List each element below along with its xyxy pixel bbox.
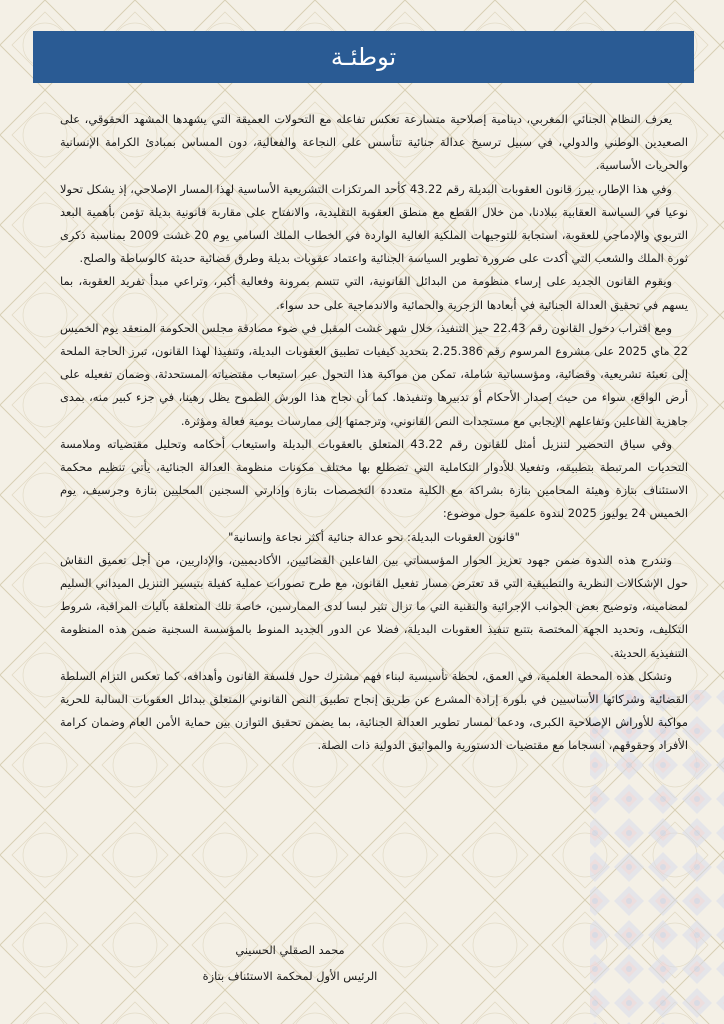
paragraph: ومع اقتراب دخول القانون رقم 22.43 حيز التنفيذ، خلال شهر غشت المقبل في ضوء مصادقة مجلس الحكومة المنعقد يوم الخميس 22 ماي 2025 على مشروع المرسوم رقم 2.25.386 بتحديد كيفيات تطبيق العقوبات البديلة، وتنفيذا لهذا القانون، تبرز الحاجة الملحة إلى تعبئة تشريعية، وقضائية، ومؤسساتية شاملة، تمكن من مواكبة هذا التحول عبر استيعاب مقتضياته المستحدثة، وضمان تفعيله على أرض الواقع، سواء من حيث إصدار الأحكام أو تدبيرها وتنفيذها. كما أن نجاح هذا الورش الطموح يظل رهينا، في جزء كبير منه، بمدى جاهزية الفاعلين وتفاعلهم الإيجابي مع مستجدات النص القانوني، وترجمتها إلى ممارسات يومية فعالة ومؤثرة. [60, 320, 688, 428]
signatory-role: الرئيس الأول لمحكمة الاستئناف بتازة [202, 969, 378, 983]
signatory-name: محمد الصقلي الحسيني [235, 943, 345, 957]
paragraph: وتندرج هذه الندوة ضمن جهود تعزيز الحوار المؤسساتي بين الفاعلين القضائيين، الأكاديميين، والإداريين، من أجل تعميق النقاش حول الإشكالات النظرية والتطبيقية التي قد تعترض مسار تفعيل القانون، مع طرح تصورات عملية كفيلة بتيسير التنزيل الميداني السليم لمضامينه، وتوضيح بعض الجوانب الإجرائية والتقنية التي ما تزال تثير لبسا لدى الممارسين، خاصة تلك المتعلقة بآليات المراقبة، شروط التكليف، وتحديد الجهة المختصة بتتبع تنفيذ العقوبات البديلة، فضلا عن الدور الجديد المنوط بالمؤسسة السجنية ضمن هذه المنظومة التنفيذية الحديثة. [60, 552, 688, 660]
header-bar [33, 31, 694, 83]
paragraph: ويقوم القانون الجديد على إرساء منظومة من البدائل القانونية، التي تتسم بمرونة وفعالية أكبر، وتراعي مبدأ تفريد العقوبة، بما يسهم في تحقيق العدالة الجنائية في أبعادها الزجرية والحمائية والاندماجية على حد سواء. [60, 274, 688, 312]
signature-block [140, 937, 440, 989]
paragraph: وتشكل هذه المحطة العلمية، في العمق، لحظة تأسيسية لبناء فهم مشترك حول فلسفة القانون وأهدافه، كما تعكس التزام السلطة القضائية وشركائها الأساسيين في بلورة إرادة المشرع عن طريق إنجاح تطبيق النص القانوني المتعلق ببدائل العقوبات السالبة للحرية مواكبة للأوراش الإصلاحية الكبرى، ودعما لمسار تطوير العدالة الجنائية، بما يضمن تحقيق التوازن بين حماية الأمن العام وضمان كرامة الأفراد وحقوقهم، انسجاما مع مقتضيات الدستورية والمواثيق الدولية ذات الصلة. [60, 668, 688, 753]
symposium-title-quote: "قانون العقوبات البديلة: نحو عدالة جنائية أكثر نجاعة وإنسانية" [228, 529, 520, 544]
document-body [60, 108, 688, 758]
paragraph: وفي هذا الإطار، يبرز قانون العقوبات البديلة رقم 43.22 كأحد المرتكزات التشريعية الأساسية لهذا المسار الإصلاحي، إذ يشكل تحولا نوعيا في السياسة العقابية ببلادنا، من خلال القطع مع منطق العقوبة التقليدية، والانفتاح على مقاربة قانونية بديلة تؤمن بأهمية البعد التربوي والإدماجي للعقوبة، استجابة للتوجيهات الملكية الغالية الواردة في الخطاب الملك السامي يوم 20 غشت 2009 بمناسبة ذكرى ثورة الملك والشعب التي أكدت على ضرورة تطوير السياسة الجنائية واعتماد عقوبات بديلة وطرق قضائية حديثة كالوساطة والصلح. [60, 181, 688, 266]
page-title: توطئـة [330, 43, 397, 71]
paragraph: وفي سياق التحضير لتنزيل أمثل للقانون رقم 43.22 المتعلق بالعقوبات البديلة واستيعاب أحكامه وتحليل مقتضياته وملامسة التحديات المرتبطة بتطبيقه، وتفعيلا للأدوار التكاملية التي تضطلع بها مختلف مكونات منظومة العدالة الجنائية، يأتي تنظيم محكمة الاستئناف بتازة وهيئة المحامين بتازة بشراكة مع الكلية متعددة التخصصات بتازة وإدارتي السجنين المحليين بتازة وجرسيف، يوم الخميس 24 يوليوز 2025 لندوة علمية حول موضوع: [60, 436, 688, 521]
paragraph: يعرف النظام الجنائي المغربي، دينامية إصلاحية متسارعة تعكس تفاعله مع التحولات العميقة التي يشهدها المشهد الحقوقي، على الصعيدين الوطني والدولي، في سبيل ترسيخ عدالة جنائية تتأسس على النجاعة والفعالية، دون المساس بمبادئ الكرامة الإنسانية والحريات الأساسية. [60, 112, 688, 173]
